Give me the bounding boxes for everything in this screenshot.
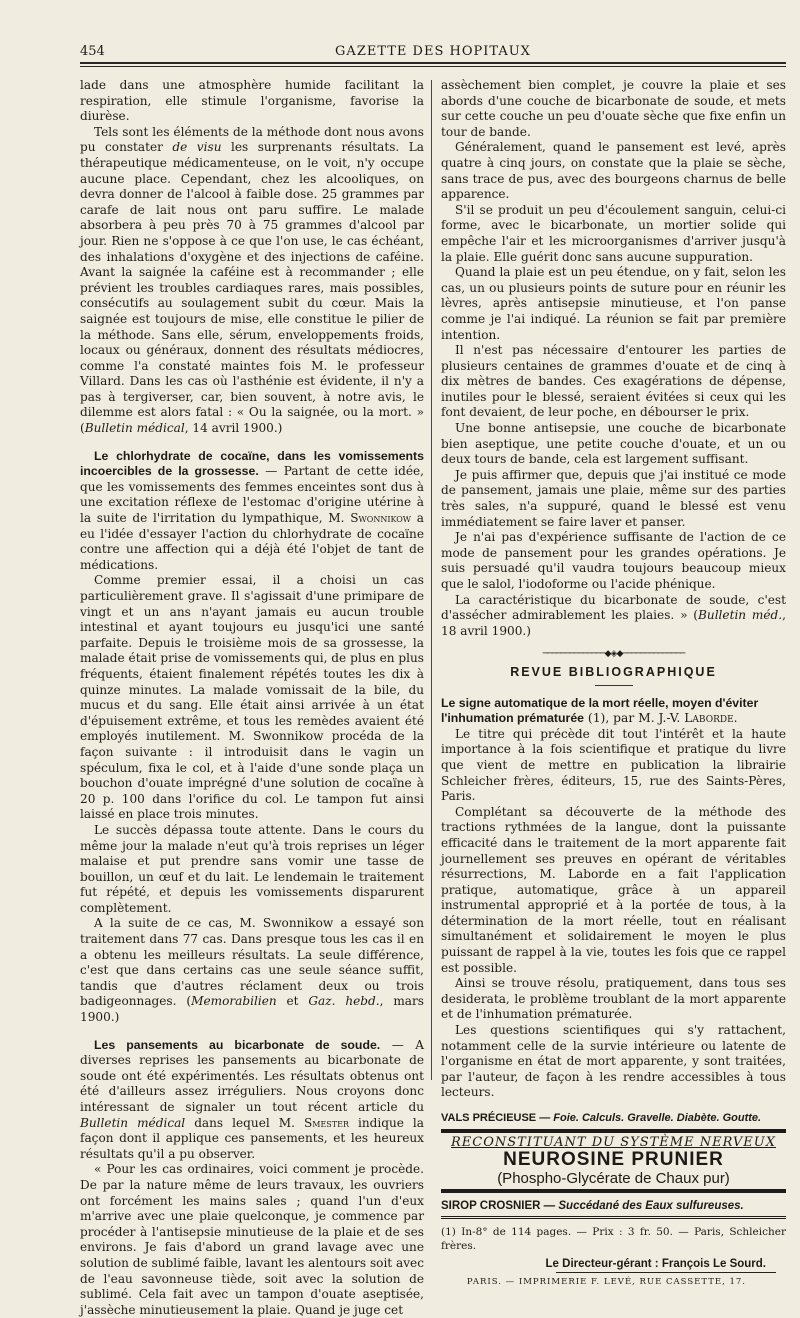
ad-vals: VALS PRÉCIEUSE — Foie. Calculs. Gravelle. Diabète. Goutte. [441, 1112, 762, 1124]
paragraph: Comme premier essai, il a choisi un cas particulièrement grave. Il s'agissait d'une primipare de vingt et un ans n'ayant jamais eu aucun trouble intestinal et ayant toujours eu jusqu'ici une santé parfaite. Depuis le troisième mois de sa grossesse, la malade était prise de vomissements qui, de plus en plus fréquents, étaient finalement répétés toutes les dix à quinze minutes. La malade vomissait de la bile, du mucus et du sang. Elle était ainsi arrivée à un état d'épuisement extrême, et tous les remèdes avaient été employés inutilement. M. Swonnikow procéda de la façon suivante : il introduisit dans le vagin un spéculum, fixa le col, et à l'aide d'une sonde plaça un bouchon d'ouate imprégné d'une solution de cocaïne à 20 p. 100 dans l'orifice du col. Le tampon fut ainsi laissé en place trois minutes. [80, 573, 424, 822]
ad-rule [441, 1218, 786, 1219]
ad-sirop: SIROP CROSNIER — Succédané des Eaux sulfureuses. [441, 1200, 744, 1213]
printer-line: PARIS. — IMPRIMERIE F. LEVÉ, RUE CASSETTE, 17. [466, 1277, 746, 1288]
paragraph: Ainsi se trouve résolu, pratiquement, dans tous ses desiderata, le problème troublant de la mort apparente et de l'inhumation prématurée. [441, 976, 786, 1022]
ad-rule [441, 1216, 786, 1217]
paragraph: Une bonne antisepsie, une couche de bicarbonate bien aseptique, une petite couche d'ouate, et un ou deux tours de bande, cela est largement suffisant. [441, 421, 786, 467]
paragraph: Les questions scientifiques qui s'y rattachent, notamment celle de la survie intérieure ou latente de l'organisme en état de mort apparente, y sont traitées, par l'auteur, de façon à les rendre accessibles à tous lecteurs. [441, 1023, 786, 1100]
paragraph: lade dans une atmosphère humide facilitant la respiration, elle stimule l'organisme, favorise la diurèse. [80, 78, 424, 124]
ad-neurosine: NEUROSINE PRUNIER [503, 1149, 724, 1171]
footnote: (1) In-8° de 114 pages. — Prix : 3 fr. 50. — Paris, Schleicher frères. [441, 1225, 786, 1252]
ornament-rule: ──────────────◆◈◆────────────── [542, 649, 685, 660]
section-cocaine: Le chlorhydrate de cocaïne, dans les vomissements incoercibles de la grossesse. — Partant de cette idée, que les vomissements des femmes enceintes sont dus à une excitation réflexe de l'estomac d'origine utérine à la suite de l'irritation du lympathique, M. Swonnikow a eu l'idée d'essayer l'action du chlorhydrate de cocaïne contre une affection qui a déjà été l'objet de tant de médications. [80, 448, 424, 572]
ad-phospho: (Phospho-Glycérate de Chaux pur) [497, 1170, 730, 1188]
section-pansements: Les pansements au bicarbonate de soude. — A diverses reprises les pansements au bicarbonate de soude ont été expérimentés. Les résultats obtenus ont été d'ailleurs assez irréguliers. Nous croyons donc intéressant de signaler un tout récent article du Bulletin médical dans lequel M. Smester indique la façon dont il applique ces pansements, et les heureux résultats qu'il a pu observer. [80, 1037, 425, 1161]
journal-title: GAZETTE DES HOPITAUX [335, 44, 531, 59]
paragraph: Le titre qui précède dit tout l'intérêt et la haute importance à la fois scientifique et pratique du livre que vient de mettre en publication la librairie Schleicher frères, éditeurs, 15, rue des Saints-Pères, Paris. [441, 726, 786, 804]
paragraph: Je puis affirmer que, depuis que j'ai institué ce mode de pansement, jamais une plaie, même sur des parties très sales, n'a suppuré, quand le blessé est venu immédiatement se faire laver et panser. [441, 467, 786, 529]
article-title: Le signe automatique de la mort réelle, moyen d'éviter l'inhumation prématurée (1), par M. J.-V. Laborde. [441, 695, 759, 726]
review-heading: REVUE BIBLIOGRAPHIQUE [510, 664, 717, 679]
header-rule-thick [80, 62, 786, 64]
left-column [80, 78, 424, 1318]
paragraph: Le succès dépassa toute attente. Dans le cours du même jour la malade n'eut qu'à trois reprises un léger malaise et put prendre sans vomir une tasse de bouillon, un œuf et du lait. Le lendemain le traitement fut répété, et depuis les vomissements disparurent complètement. [80, 822, 424, 915]
short-rule [595, 685, 633, 686]
paragraph: Quand la plaie est un peu étendue, on y fait, selon les cas, un ou plusieurs points de suture pour en réunir les lèvres, après antisepsie minutieuse, et l'on panse comme je l'ai indiqué. La réunion se fait par première intention. [441, 265, 786, 342]
paragraph: Je n'ai pas d'expérience suffisante de l'action de ce mode de pansement pour les grandes opérations. Je suis persuadé qu'il vaudra toujours beaucoup mieux que le salol, l'iodoforme ou l'acide phénique. [441, 530, 786, 591]
paragraph: « Pour les cas ordinaires, voici comment je procède. De par la nature même de leurs travaux, les ouvriers ont forcément les mains sales ; quand l'un d'eux m'arrive avec une plaie quelconque, je commence par procéder à l'antisepsie minutieuse de la plaie et de ses environs. Je fais d'abord un grand lavage avec une solution de sublimé faible, lavant les alentours soit avec de l'eau savonneuse tiède, soit avec la solution de sublimé. Cela fait avec un tampon d'ouate aseptisée, j'assèche minutieusement la plaie. Quand je juge cet [80, 1162, 424, 1317]
paragraph: Il n'est pas nécessaire d'entourer les parties de plusieurs centaines de grammes d'ouate et de cinq à dix mètres de bandes. Ces exagérations de dépense, inutiles pour le blessé, seraient évitées si ceux qui les font devaient, de leur poche, en débourser le prix. [441, 343, 786, 420]
right-column [441, 78, 786, 1291]
page-number: 454 [80, 44, 105, 59]
paragraph: A la suite de ce cas, M. Swonnikow a essayé son traitement dans 77 cas. Dans presque tous les cas il en a obtenu les meilleurs résultats. La seule différence, c'est que dans certains cas une seule séance suffit, tandis que d'autres réclament deux ou trois badigeonnages. (Memorabilien et Gaz. hebd., mars 1900.) [80, 916, 424, 1025]
header-rule-thin [80, 66, 786, 67]
paragraph: S'il se produit un peu d'écoulement sanguin, celui-ci forme, avec le bicarbonate, un mortier solide qui empêche l'air et les microorganismes d'arriver jusqu'à la plaie. Elle guérit donc sans aucune suppuration. [441, 202, 786, 264]
paragraph: Généralement, quand le pansement est levé, après quatre à cinq jours, on constate que la plaie se sèche, sans trace de pus, avec des bourgeons charnus de belle apparence. [441, 140, 786, 202]
paragraph: Complétant sa découverte de la méthode des tractions rythmées de la langue, dont la puissante efficacité dans le traitement de la mort apparente fait journellement ses preuves en opérant de véritables résurrections, M. Laborde en a fait l'application pratique, automatique, grâce à un appareil instrumental approprié et à la portée de tous, à la détermination de la mort réelle, tout en réalisant simultanément et solidairement le moyen le plus puissant de rappel à la vie, toutes les fois que ce rappel est possible. [441, 804, 786, 975]
paragraph: assèchement bien complet, je couvre la plaie et ses abords d'une couche de bicarbonate de soude, et mets sur cette couche un peu d'ouate sèche que fixe enfin un tour de bande. [441, 78, 786, 139]
paragraph: La caractéristique du bicarbonate de soude, c'est d'assécher admirablement les plaies. » (Bulletin méd., 18 avril 1900.) [441, 592, 786, 638]
ad-rule [441, 1129, 786, 1133]
gerant-rule [556, 1272, 776, 1273]
section-title: Le chlorhydrate de cocaïne, dans les vomissements incoercibles de la grossesse. [80, 448, 424, 479]
column-divider [431, 80, 432, 1080]
ad-rule [441, 1189, 786, 1193]
ad-reconstituant: RECONSTITUANT DU SYSTÈME NERVEUX [450, 1134, 777, 1150]
section-title: Les pansements au bicarbonate de soude. [94, 1037, 381, 1052]
director-manager: Le Directeur-gérant : François Le Sourd. [545, 1257, 766, 1270]
page-header [80, 40, 786, 64]
paragraph: Tels sont les éléments de la méthode dont nous avons pu constater de visu les surprenants résultats. La thérapeutique médicamenteuse, on le voit, n'y occupe aucune place. Cependant, chez les alcooliques, on devra donner de l'alcool à faible dose. 25 grammes par carafe de lait nous ont paru suffire. Le malade absorbera à peu près 70 à 75 grammes d'alcool par jour. Rien ne s'oppose à ce que l'on use, le cas échéant, des inhalations d'oxygène et des injections de caféine. Avant la saignée la caféine est à recommander ; elle prévient les troubles cardiaques rares, mais possibles, consécutifs au soulagement subit du cœur. Mais la saignée est toujours de mise, elle constitue le pilier de la méthode. Sans elle, sérum, enveloppements froids, locaux ou généraux, donnent des résultats médiocres, comme l'a constaté maintes fois M. le professeur Villard. Dans les cas où l'asthénie est évidente, il n'y a pas à tergiverser, car, bien souvent, à notre avis, le dilemme est alors fatal : « Ou la saignée, ou la mort. » (Bulletin médical, 14 avril 1900.) [80, 124, 424, 436]
